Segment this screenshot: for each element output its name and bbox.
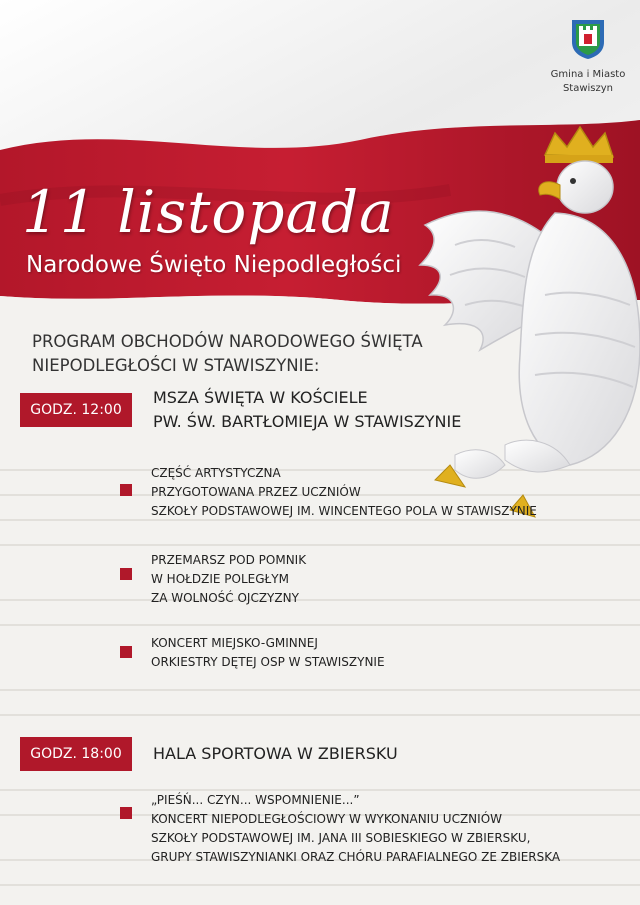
item-line: ZA WOLNOŚĆ OJCZYZNY xyxy=(151,591,299,605)
event-2-heading-line-1: HALA SPORTOWA W ZBIERSKU xyxy=(153,744,398,763)
logo-line-2: Stawiszyn xyxy=(562,83,614,94)
square-bullet-icon xyxy=(120,807,132,819)
program-heading-line-2: NIEPODLEGŁOŚCI W STAWISZYNIE: xyxy=(32,356,320,375)
item-line: PRZEMARSZ POD POMNIK xyxy=(151,553,307,567)
municipality-logo xyxy=(548,18,628,96)
page-title: 11 listopada xyxy=(22,178,395,246)
item-line: SZKOŁY PODSTAWOWEJ IM. JANA III SOBIESKIEGO W ZBIERSKU, xyxy=(151,831,531,845)
item-line: SZKOŁY PODSTAWOWEJ IM. WINCENTEGO POLA W STAWISZYNIE xyxy=(151,504,537,518)
square-bullet-icon xyxy=(120,484,132,496)
page-subtitle: Narodowe Święto Niepodległości xyxy=(26,252,402,278)
event-2-heading xyxy=(153,742,398,766)
item-line: ORKIESTRY DĘTEJ OSP W STAWISZYNIE xyxy=(151,655,385,669)
event-1-heading xyxy=(153,386,461,434)
item-line: KONCERT MIEJSKO-GMINNEJ xyxy=(151,636,318,650)
program-heading xyxy=(32,330,452,378)
event-1-heading-line-1: MSZA ŚWIĘTA W KOŚCIELE xyxy=(153,388,368,407)
item-line: CZĘŚĆ ARTYSTYCZNA xyxy=(151,466,281,480)
coat-of-arms-icon xyxy=(570,18,606,60)
event-1-heading-line-2: PW. ŚW. BARTŁOMIEJA W STAWISZYNIE xyxy=(153,412,462,431)
time-badge-1: GODZ. 12:00 xyxy=(20,393,132,427)
item-line: GRUPY STAWISZYNIANKI ORAZ CHÓRU PARAFIALNEGO ZE ZBIERSKA xyxy=(151,850,561,864)
square-bullet-icon xyxy=(120,646,132,658)
item-line: PRZYGOTOWANA PRZEZ UCZNIÓW xyxy=(151,485,361,499)
time-badge-2: GODZ. 18:00 xyxy=(20,737,132,771)
program-heading-line-1: PROGRAM OBCHODÓW NARODOWEGO ŚWIĘTA xyxy=(32,332,423,351)
item-line: W HOŁDZIE POLEGŁYM xyxy=(151,572,289,586)
square-bullet-icon xyxy=(120,568,132,580)
item-line: „PIEŚŃ... CZYN... WSPOMNIENIE...” xyxy=(151,793,360,807)
logo-line-1: Gmina i Miasto xyxy=(550,69,626,80)
item-line: KONCERT NIEPODLEGŁOŚCIOWY W WYKONANIU UCZNIÓW xyxy=(151,812,503,826)
